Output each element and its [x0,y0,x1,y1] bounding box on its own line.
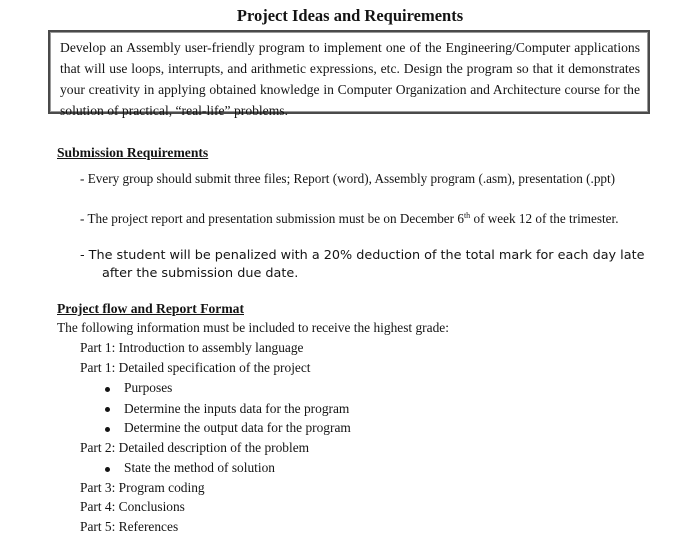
project-flow-intro: The following information must be included to receive the highest grade: [57,320,449,335]
bullet-dot [105,467,110,472]
part-program-coding: Part 3: Program coding [80,480,205,495]
spec-bullet-inputs: Determine the inputs data for the program [124,401,350,416]
page-title: Project Ideas and Requirements [236,6,464,25]
bullet-dot [105,427,110,432]
deadline-text-start: - The project report and presentation submission must be on December 6 [80,211,464,226]
bullet-dot [105,387,110,392]
project-description-box: Develop an Assembly user-friendly program to implement one of the Engineering/Computer applications that will use loops, interrupts, and arithmetic expressions, etc. Design the program so that it demonstrates your creativity in applying obtained knowledge in Computer Organization and Architecture course for the solution of practical, “real-life” problems. [48,30,650,114]
penalty-line-2: after the submission due date. [102,266,299,281]
submission-item-penalty [80,247,655,283]
deadline-ordinal-suffix: th [463,211,471,220]
part-references: Part 5: References [80,519,179,534]
part-conclusions: Part 4: Conclusions [80,499,185,514]
part-introduction: Part 1: Introduction to assembly language [80,340,304,355]
deadline-text-end: of week 12 of the trimester. [470,211,619,226]
part-specification: Part 1: Detailed specification of the project [80,360,311,375]
spec-bullet-outputs: Determine the output data for the program [124,420,351,435]
problem-bullet-method: State the method of solution [124,460,275,475]
spec-bullet-purposes: Purposes [124,380,173,395]
submission-requirements-heading: Submission Requirements [57,145,209,160]
penalty-line-1: - The student will be penalized with a 20% deduction of the total mark for each day late [80,248,645,263]
submission-item-deadline [80,205,652,229]
bullet-dot [105,407,110,412]
submission-item-files: - Every group should submit three files; Report (word), Assembly program (.asm), presentation (.ppt) [80,171,616,186]
project-flow-heading: Project flow and Report Format [57,301,244,316]
part-problem-description: Part 2: Detailed description of the problem [80,440,310,455]
